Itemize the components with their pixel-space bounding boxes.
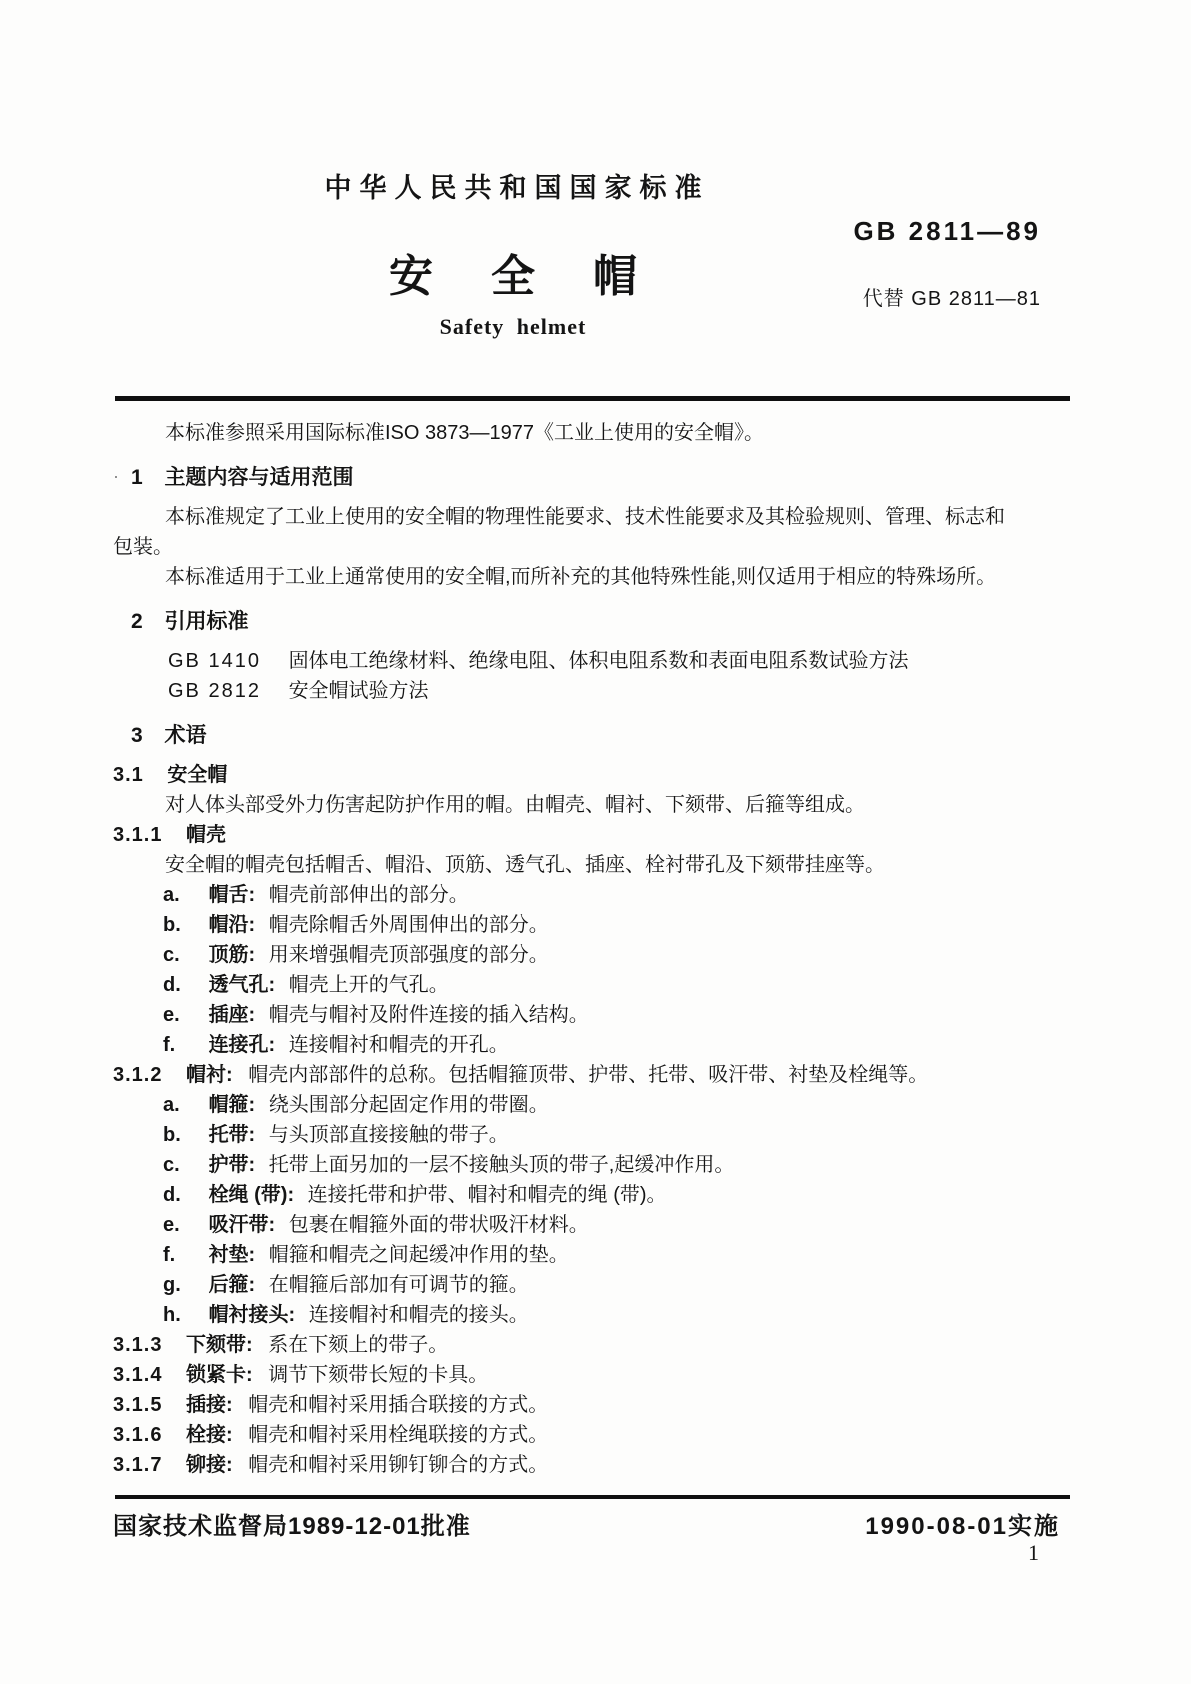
line-number-label: 3.1.2 bbox=[113, 1064, 163, 1086]
approval-text: 国家技术监督局1989-12-01批准 bbox=[113, 1513, 471, 1540]
line-text: 绕头围部分起固定作用的带圈。 bbox=[268, 1094, 549, 1116]
line-term-label: 帽衬: bbox=[186, 1064, 233, 1086]
line-number-label: GB 2812 bbox=[168, 680, 261, 702]
document-line bbox=[113, 760, 1078, 790]
document-line bbox=[113, 418, 1078, 448]
line-number-label: d. bbox=[163, 1184, 181, 1206]
line-text: 帽壳与帽衬及附件连接的插入结构。 bbox=[268, 1004, 589, 1026]
line-text: 对人体头部受外力伤害起防护作用的帽。由帽壳、帽衬、下颏带、后箍等组成。 bbox=[165, 794, 865, 816]
implementation-text: 1990-08-01实施 bbox=[865, 1513, 1060, 1540]
line-term-label: 后箍: bbox=[208, 1274, 256, 1296]
document-line bbox=[113, 606, 1078, 637]
line-text: 连接托带和护带、帽衬和帽壳的绳 (带)。 bbox=[307, 1184, 667, 1206]
document-line bbox=[113, 790, 1078, 820]
document-line bbox=[113, 676, 1078, 706]
footer-divider bbox=[115, 1495, 1070, 1499]
line-term-label: 铆接: bbox=[186, 1454, 233, 1476]
document-line bbox=[113, 720, 1078, 751]
line-number-label: d. bbox=[163, 974, 181, 996]
line-text: 安全帽的帽壳包括帽舌、帽沿、顶筋、透气孔、插座、栓衬带孔及下颏带挂座等。 bbox=[165, 854, 885, 876]
line-text: 系在下颏上的带子。 bbox=[268, 1334, 449, 1356]
line-text: 帽箍和帽壳之间起缓冲作用的垫。 bbox=[268, 1244, 569, 1266]
line-term-label: 帽衬接头: bbox=[208, 1304, 296, 1326]
line-text: 帽壳前部伸出的部分。 bbox=[268, 884, 469, 906]
line-number-label: 3 bbox=[131, 724, 143, 747]
line-text: 在帽箍后部加有可调节的箍。 bbox=[268, 1274, 529, 1296]
document-line bbox=[113, 462, 1078, 493]
line-term-label: 吸汗带: bbox=[208, 1214, 276, 1236]
line-text: 安全帽试验方法 bbox=[288, 680, 429, 702]
standard-type-label: 中华人民共和国国家标准 bbox=[324, 173, 710, 203]
line-number-label: 3.1.4 bbox=[113, 1364, 163, 1386]
line-number-label: 3.1.1 bbox=[113, 824, 163, 846]
line-term-label: 帽箍: bbox=[208, 1094, 256, 1116]
line-text: 帽壳和帽衬采用栓绳联接的方式。 bbox=[248, 1424, 549, 1446]
line-number-label: g. bbox=[163, 1274, 181, 1296]
line-term-label: 安全帽 bbox=[167, 764, 228, 786]
document-line bbox=[113, 1000, 1078, 1030]
line-term-label: 衬垫: bbox=[208, 1244, 256, 1266]
line-text: 连接帽衬和帽壳的接头。 bbox=[308, 1304, 529, 1326]
line-number-label: 3.1.6 bbox=[113, 1424, 163, 1446]
document-line bbox=[113, 1450, 1078, 1480]
document-line bbox=[113, 1270, 1078, 1300]
document-line bbox=[113, 1090, 1078, 1120]
line-text: 本标准规定了工业上使用的安全帽的物理性能要求、技术性能要求及其检验规则、管理、标志和 bbox=[165, 506, 1005, 528]
line-term-label: 栓绳 (带): bbox=[208, 1184, 295, 1206]
line-number-label: c. bbox=[163, 944, 180, 966]
line-text: 连接帽衬和帽壳的开孔。 bbox=[288, 1034, 509, 1056]
line-term-label: 帽沿: bbox=[208, 914, 256, 936]
line-term-label: 术语 bbox=[164, 724, 207, 747]
line-text: 本标准适用于工业上通常使用的安全帽,而所补充的其他特殊性能,则仅适用于相应的特殊场所。 bbox=[165, 566, 997, 588]
line-number-label: e. bbox=[163, 1004, 180, 1026]
line-term-label: 帽壳 bbox=[186, 824, 227, 846]
line-number-label: 3.1.7 bbox=[113, 1454, 163, 1476]
line-text: 固体电工绝缘材料、绝缘电阻、体积电阻系数和表面电阻系数试验方法 bbox=[288, 650, 909, 672]
line-term-label: 托带: bbox=[208, 1124, 256, 1146]
line-term-label: 下颏带: bbox=[186, 1334, 253, 1356]
line-number-label: 3.1.5 bbox=[113, 1394, 163, 1416]
page-number: 1 bbox=[1028, 1540, 1039, 1565]
line-number-label: a. bbox=[163, 1094, 180, 1116]
line-text: 帽壳内部部件的总称。包括帽箍顶带、护带、托带、吸汗带、衬垫及栓绳等。 bbox=[248, 1064, 929, 1086]
document-line bbox=[113, 850, 1078, 880]
line-text: 包装。 bbox=[113, 536, 173, 558]
line-number-label: 1 bbox=[131, 466, 143, 489]
line-number-label: b. bbox=[163, 914, 181, 936]
line-text: 帽壳上开的气孔。 bbox=[288, 974, 449, 996]
document-line bbox=[113, 910, 1078, 940]
document-title-cn: 安全帽 bbox=[389, 252, 695, 301]
line-number-label: c. bbox=[163, 1154, 180, 1176]
line-number-label: 2 bbox=[131, 610, 143, 633]
line-text: 帽壳和帽衬采用铆钉铆合的方式。 bbox=[248, 1454, 549, 1476]
header-divider bbox=[115, 396, 1070, 401]
line-number-label: GB 1410 bbox=[168, 650, 261, 672]
document-title-en: Safety helmet bbox=[439, 314, 587, 339]
document-line bbox=[113, 880, 1078, 910]
line-text: 用来增强帽壳顶部强度的部分。 bbox=[268, 944, 549, 966]
document-body bbox=[113, 418, 1078, 1480]
document-line bbox=[113, 1030, 1078, 1060]
line-term-label: 插座: bbox=[208, 1004, 256, 1026]
document-line bbox=[113, 970, 1078, 1000]
line-term-label: 透气孔: bbox=[208, 974, 276, 996]
document-line bbox=[113, 1300, 1078, 1330]
line-term-label: 锁紧卡: bbox=[186, 1364, 253, 1386]
document-line bbox=[113, 646, 1078, 676]
line-text: 托带上面另加的一层不接触头顶的带子,起缓冲作用。 bbox=[268, 1154, 735, 1176]
line-term-label: 插接: bbox=[186, 1394, 233, 1416]
line-term-label: 帽舌: bbox=[208, 884, 256, 906]
line-number-label: h. bbox=[163, 1304, 181, 1326]
document-line bbox=[113, 1180, 1078, 1210]
document-line bbox=[113, 1060, 1078, 1090]
line-term-label: 顶筋: bbox=[208, 944, 256, 966]
line-term-label: 连接孔: bbox=[208, 1034, 276, 1056]
document-line bbox=[113, 502, 1078, 532]
line-number-label: 3.1.3 bbox=[113, 1334, 163, 1356]
standard-number: GB 2811—89 bbox=[853, 216, 1041, 246]
document-line bbox=[113, 940, 1078, 970]
line-term-label: 护带: bbox=[208, 1154, 256, 1176]
document-line bbox=[113, 1210, 1078, 1240]
scan-dot-artifact: · bbox=[113, 466, 119, 486]
document-line bbox=[113, 1240, 1078, 1270]
document-line bbox=[113, 562, 1078, 592]
document-line bbox=[113, 1420, 1078, 1450]
line-number-label: f. bbox=[163, 1034, 176, 1056]
line-number-label: e. bbox=[163, 1214, 180, 1236]
line-term-label: 主题内容与适用范围 bbox=[164, 466, 354, 489]
document-line bbox=[113, 532, 1078, 562]
line-number-label: f. bbox=[163, 1244, 176, 1266]
line-text: 本标准参照采用国际标准ISO 3873—1977《工业上使用的安全帽》。 bbox=[165, 422, 764, 444]
document-line bbox=[113, 1360, 1078, 1390]
line-text: 帽壳除帽舌外周围伸出的部分。 bbox=[268, 914, 549, 936]
line-term-label: 引用标准 bbox=[164, 610, 249, 633]
line-number-label: 3.1 bbox=[113, 764, 144, 786]
document-line bbox=[113, 1330, 1078, 1360]
document-line bbox=[113, 820, 1078, 850]
line-text: 帽壳和帽衬采用插合联接的方式。 bbox=[248, 1394, 549, 1416]
line-text: 调节下颏带长短的卡具。 bbox=[268, 1364, 489, 1386]
replaces-label: 代替 GB 2811—81 bbox=[862, 288, 1041, 310]
line-number-label: b. bbox=[163, 1124, 181, 1146]
line-text: 与头顶部直接接触的带子。 bbox=[268, 1124, 509, 1146]
line-text: 包裹在帽箍外面的带状吸汗材料。 bbox=[288, 1214, 589, 1236]
line-number-label: a. bbox=[163, 884, 180, 906]
document-line bbox=[113, 1390, 1078, 1420]
document-line bbox=[113, 1150, 1078, 1180]
line-term-label: 栓接: bbox=[186, 1424, 233, 1446]
document-line bbox=[113, 1120, 1078, 1150]
